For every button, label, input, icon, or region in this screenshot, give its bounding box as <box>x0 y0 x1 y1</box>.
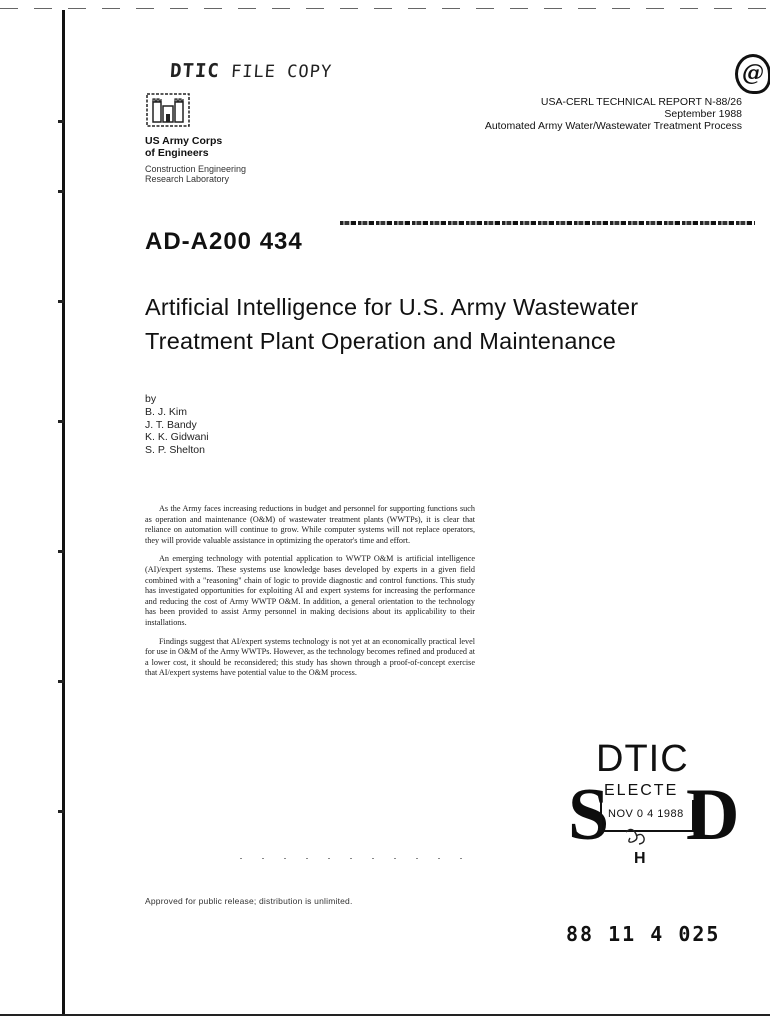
by-label: by <box>145 393 157 405</box>
author-list <box>145 406 209 456</box>
distribution-statement: Approved for public release; distribution is unlimited. <box>145 896 353 906</box>
dtic-stamp-electe: ELECTE <box>604 782 679 799</box>
org-sub-line1: Construction Engineering <box>145 164 247 174</box>
dtic-stamp-s-letter: S <box>568 774 610 856</box>
scan-left-tick-marks <box>58 120 66 820</box>
title-line2: Treatment Plant Operation and Maintenance <box>145 328 617 354</box>
abstract-paragraph-2: An emerging technology with potential application to WWTP O&M is artificial intelligence (AI)/expert systems. These systems use knowledge bases developed by experts in a given field combined with a "reasoning" chain of logic to provide diagnostic and control functions. This study has investigated opportunities for exploiting AI and expert systems for increasing the performance and reducing the cost of Army WWTP O&M. In addition, a general orientation to the technology has been provided to assist Army personnel in making decisions about its applicability to their installations. <box>145 554 475 627</box>
dtic-stamp-d-letter: D <box>686 774 740 856</box>
page-title <box>145 290 755 358</box>
corner-handwritten-mark: @ <box>735 54 770 94</box>
stamp-file-copy-text: FILE COPY <box>230 62 333 82</box>
dtic-file-copy-stamp <box>169 60 333 82</box>
author-item: S. P. Shelton <box>145 443 205 456</box>
dtic-stamp-date: NOV 0 4 1988 <box>608 808 684 820</box>
document-control-number: 88 11 4 025 <box>566 922 721 946</box>
author-item: K. K. Gidwani <box>145 431 209 443</box>
scan-bottom-edge <box>0 1014 770 1016</box>
scan-dotted-artifact <box>240 858 480 859</box>
scan-noise-strip <box>340 221 755 225</box>
author-item: J. T. Bandy <box>145 418 197 431</box>
org-name-line2: of Engineers <box>145 147 209 159</box>
stamp-dtic-text: DTIC <box>169 60 221 82</box>
report-series: Automated Army Water/Wastewater Treatment Process <box>484 120 742 132</box>
org-name <box>145 135 222 159</box>
report-info-block <box>485 96 742 132</box>
scan-top-edge <box>0 8 770 9</box>
dtic-stamp-title: DTIC <box>596 738 689 780</box>
report-number: USA-CERL TECHNICAL REPORT N-88/26 <box>540 96 742 108</box>
abstract <box>145 504 475 687</box>
org-lab-name <box>145 164 246 184</box>
accession-number: AD-A200 434 <box>145 228 303 255</box>
org-name-line1: US Army Corps <box>145 135 223 147</box>
dtic-stamp-h-letter: H <box>634 850 646 867</box>
abstract-paragraph-3: Findings suggest that AI/expert systems technology is not yet at an economically practical level for use in O&M of the Army WWTPs. However, as the technology becomes refined and produced at a lower cost, it should be reconsidered; this study has shown through a proof-of-concept exercise that AI/expert systems have potential value to the O&M process. <box>145 636 475 678</box>
handwritten-initials-scribble <box>622 826 650 850</box>
abstract-paragraph-1: As the Army faces increasing reductions in budget and personnel for supporting functions such as operation and maintenance (O&M) of wastewater treatment plants (WWTPs), it is clear that reliance on automation will continue to grow. While computer systems will not replace operators, they will provide valuable assistance in optimizing the operator's time and effort. <box>145 504 475 545</box>
org-sub-line2: Research Laboratory <box>145 174 230 184</box>
title-line1: Artificial Intelligence for U.S. Army Wastewater <box>145 294 639 320</box>
author-item: B. J. Kim <box>145 406 188 418</box>
report-date: September 1988 <box>664 108 742 120</box>
army-corps-castle-logo <box>145 90 191 128</box>
